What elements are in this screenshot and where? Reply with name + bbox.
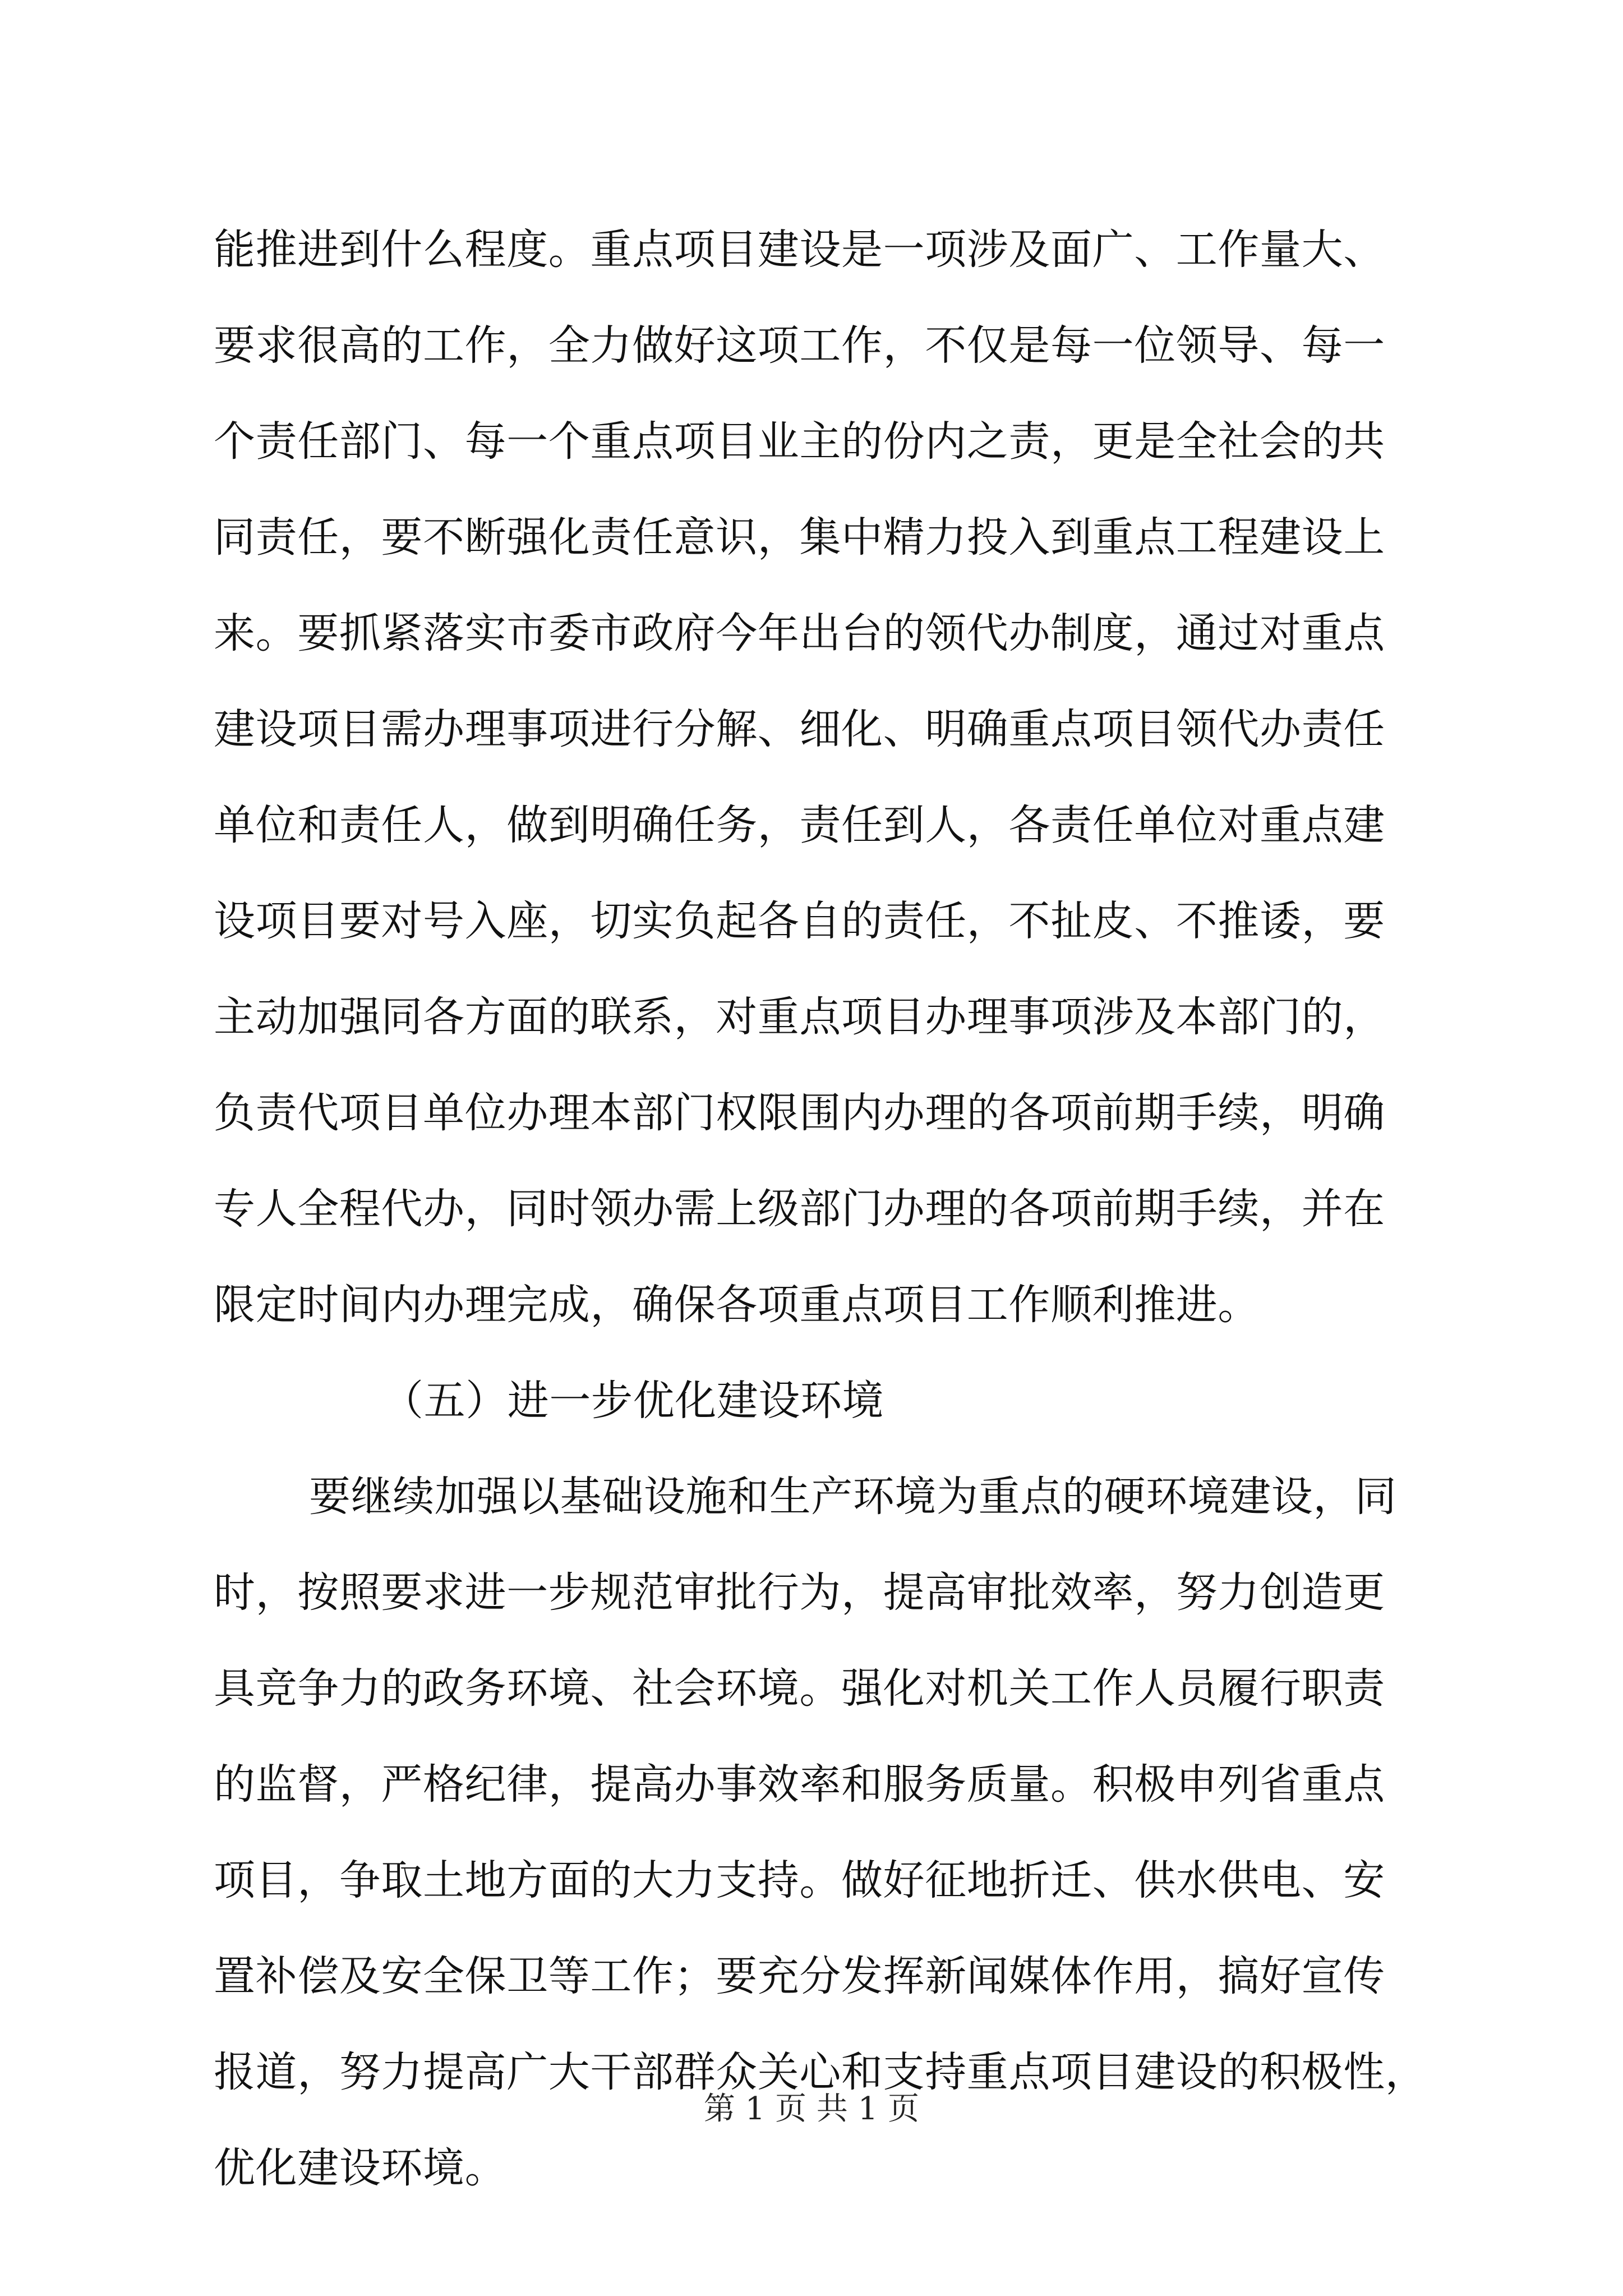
document-body (214, 202, 1447, 2216)
text-line: 同责任，要不断强化责任意识，集中精力投入到重点工程建设上 (214, 513, 1385, 562)
text-line: 负责代项目单位办理本部门权限围内办理的各项前期手续，明确 (214, 1089, 1385, 1137)
paragraph-line: 项目，争取土地方面的大力支持。做好征地折迁、供水供电、安 (214, 1856, 1385, 1904)
paragraph-line: 时，按照要求进一步规范审批行为，提高审批效率，努力创造更 (214, 1568, 1385, 1617)
section-heading: （五）进一步优化建设环境 (382, 1377, 884, 1425)
text-line: 专人全程代办，同时领办需上级部门办理的各项前期手续，并在 (214, 1185, 1385, 1233)
text-line: 个责任部门、每一个重点项目业主的份内之责，更是全社会的共 (214, 417, 1385, 466)
text-line: 要求很高的工作，全力做好这项工作，不仅是每一位领导、每一 (214, 321, 1385, 370)
paragraph-line: 的监督，严格纪律，提高办事效率和服务质量。积极申列省重点 (214, 1760, 1385, 1809)
text-line: 限定时间内办理完成，确保各项重点项目工作顺利推进。 (214, 1281, 1260, 1329)
text-line: 来。要抓紧落实市委市政府今年出台的领代办制度，通过对重点 (214, 609, 1385, 657)
page-footer (0, 2087, 1623, 2132)
text-line: 主动加强同各方面的联系，对重点项目办理事项涉及本部门的， (214, 993, 1385, 1041)
page-number-label: 第 1 页 共 1 页 (703, 2091, 920, 2127)
paragraph-line: 报道，努力提高广大干部群众关心和支持重点项目建设的积极性， (214, 2048, 1427, 2096)
paragraph-line: 要继续加强以基础设施和生产环境为重点的硬环境建设，同 (309, 1473, 1397, 1521)
text-line: 单位和责任人，做到明确任务，责任到人，各责任单位对重点建 (214, 801, 1385, 849)
paragraph-line: 具竞争力的政务环境、社会环境。强化对机关工作人员履行职责 (214, 1664, 1385, 1713)
text-line: 建设项目需办理事项进行分解、细化、明确重点项目领代办责任 (214, 705, 1385, 753)
paragraph-line: 置补偿及安全保卫等工作；要充分发挥新闻媒体作用，搞好宣传 (214, 1952, 1385, 2000)
text-line: 设项目要对号入座，切实负起各自的责任，不扯皮、不推诿，要 (214, 897, 1385, 945)
paragraph-line: 优化建设环境。 (214, 2144, 507, 2192)
text-line: 能推进到什么程度。重点项目建设是一项涉及面广、工作量大、 (214, 226, 1385, 274)
